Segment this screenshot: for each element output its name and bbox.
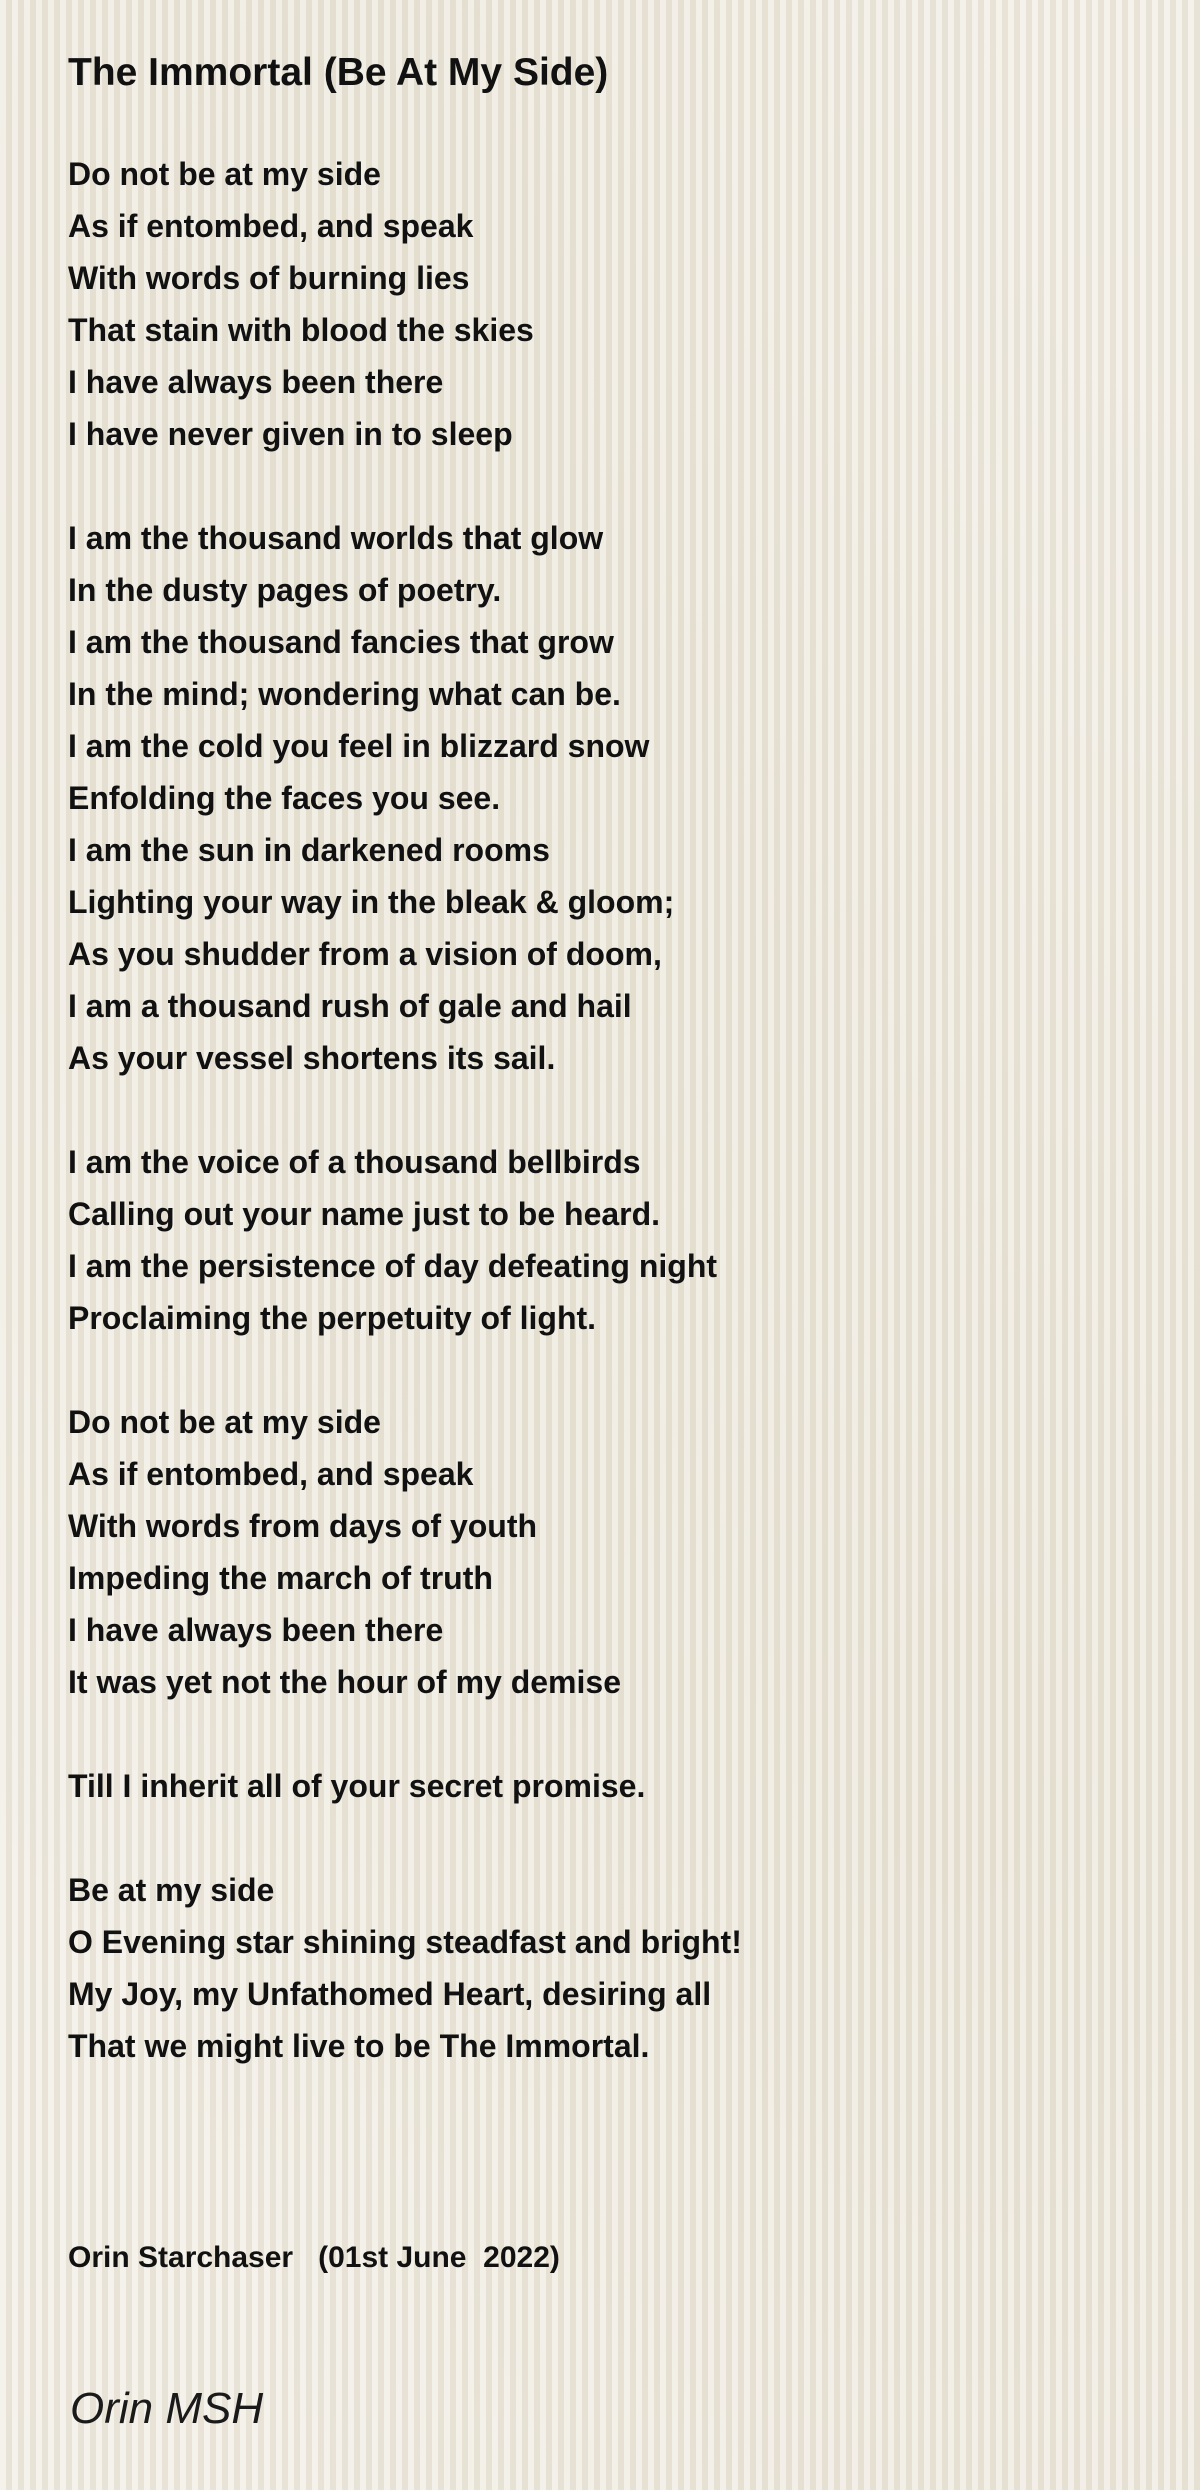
poem-line: As you shudder from a vision of doom, bbox=[68, 936, 662, 972]
poem-line: I am the thousand fancies that grow bbox=[68, 624, 614, 660]
poem-line: I have never given in to sleep bbox=[68, 416, 513, 452]
author-signature: Orin MSH bbox=[70, 2384, 264, 2433]
poem-line: I am the cold you feel in blizzard snow bbox=[68, 728, 650, 764]
poem-line: I have always been there bbox=[68, 1612, 444, 1648]
poem-line: That stain with blood the skies bbox=[68, 312, 534, 348]
poem-line: I am a thousand rush of gale and hail bbox=[68, 988, 632, 1024]
poem-line: As if entombed, and speak bbox=[68, 1456, 474, 1492]
stanza-6 bbox=[68, 1864, 1148, 2072]
poem-line: With words from days of youth bbox=[68, 1508, 538, 1544]
stanza-3 bbox=[68, 1136, 1148, 1344]
poem-line: Till I inherit all of your secret promise. bbox=[68, 1768, 646, 1804]
poem-line: I am the persistence of day defeating night bbox=[68, 1248, 718, 1284]
poem-line: Calling out your name just to be heard. bbox=[68, 1196, 661, 1232]
poem-title: The Immortal (Be At My Side) bbox=[68, 51, 609, 94]
poem-line: In the mind; wondering what can be. bbox=[68, 676, 621, 712]
poem-line: Do not be at my side bbox=[68, 156, 381, 192]
poem-line: I am the voice of a thousand bellbirds bbox=[68, 1144, 641, 1180]
stanza-5 bbox=[68, 1760, 1148, 1812]
stanza-4 bbox=[68, 1396, 1148, 1708]
poem-line: Lighting your way in the bleak & gloom; bbox=[68, 884, 675, 920]
poem-line: Be at my side bbox=[68, 1872, 275, 1908]
poem-line: I am the thousand worlds that glow bbox=[68, 520, 604, 556]
poem-line: I am the sun in darkened rooms bbox=[68, 832, 550, 868]
poem-line: As if entombed, and speak bbox=[68, 208, 474, 244]
poem-line: In the dusty pages of poetry. bbox=[68, 572, 502, 608]
stanza-2 bbox=[68, 512, 1148, 1084]
poem-line: I have always been there bbox=[68, 364, 444, 400]
poem-line: Impeding the march of truth bbox=[68, 1560, 493, 1596]
poem-line: As your vessel shortens its sail. bbox=[68, 1040, 556, 1076]
poem-line: Proclaiming the perpetuity of light. bbox=[68, 1300, 597, 1336]
stanza-1 bbox=[68, 148, 1148, 460]
poem-line: Enfolding the faces you see. bbox=[68, 780, 501, 816]
poem-body bbox=[68, 148, 1148, 2124]
poem-line: With words of burning lies bbox=[68, 260, 470, 296]
poem-line: O Evening star shining steadfast and bright! bbox=[68, 1924, 742, 1960]
author-byline: Orin Starchaser (01st June 2022) bbox=[68, 2241, 560, 2274]
poem-line: It was yet not the hour of my demise bbox=[68, 1664, 621, 1700]
poem-line: My Joy, my Unfathomed Heart, desiring all bbox=[68, 1976, 712, 2012]
poem-line: That we might live to be The Immortal. bbox=[68, 2028, 650, 2064]
poem-line: Do not be at my side bbox=[68, 1404, 381, 1440]
